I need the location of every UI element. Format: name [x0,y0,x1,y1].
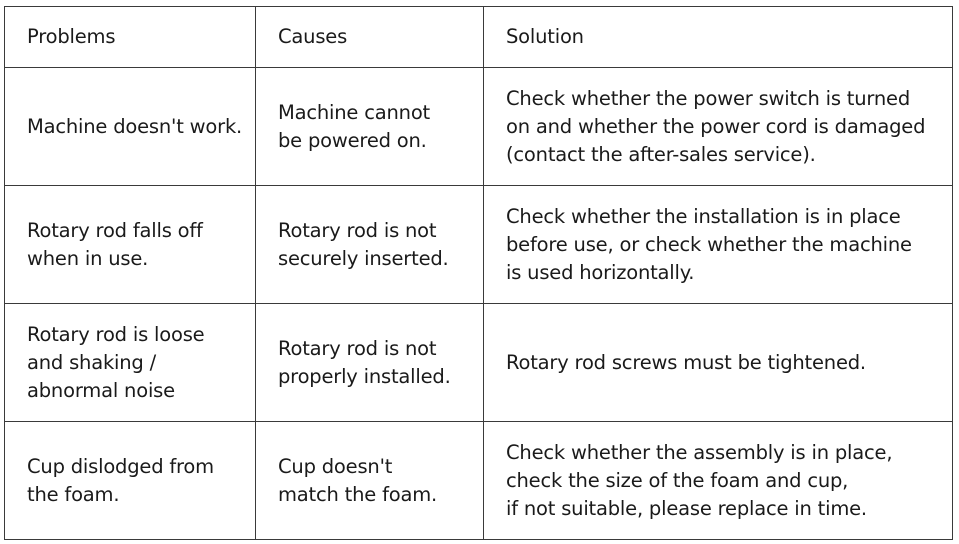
table-row [5,304,953,422]
cause-cell: Rotary rod is not securely inserted. [256,186,484,304]
solution-cell: Check whether the power switch is turned on and whether the power cord is damaged (contact the after-sales service). [484,68,953,186]
table-row [5,186,953,304]
cause-cell: Machine cannot be powered on. [256,68,484,186]
problem-cell: Machine doesn't work. [5,68,256,186]
solution-cell: Rotary rod screws must be tightened. [484,304,953,422]
cause-cell: Rotary rod is not properly installed. [256,304,484,422]
problem-cell: Rotary rod falls off when in use. [5,186,256,304]
solution-cell: Check whether the installation is in place before use, or check whether the machine is used horizontally. [484,186,953,304]
table-row [5,68,953,186]
problem-cell: Cup dislodged from the foam. [5,422,256,540]
header-problems: Problems [5,7,256,68]
header-solution: Solution [484,7,953,68]
table-row [5,422,953,540]
cause-cell: Cup doesn't match the foam. [256,422,484,540]
problem-cell: Rotary rod is loose and shaking / abnormal noise [5,304,256,422]
table-header-row [5,7,953,68]
troubleshooting-table [4,6,953,540]
header-causes: Causes [256,7,484,68]
solution-cell: Check whether the assembly is in place, check the size of the foam and cup, if not suitable, please replace in time. [484,422,953,540]
